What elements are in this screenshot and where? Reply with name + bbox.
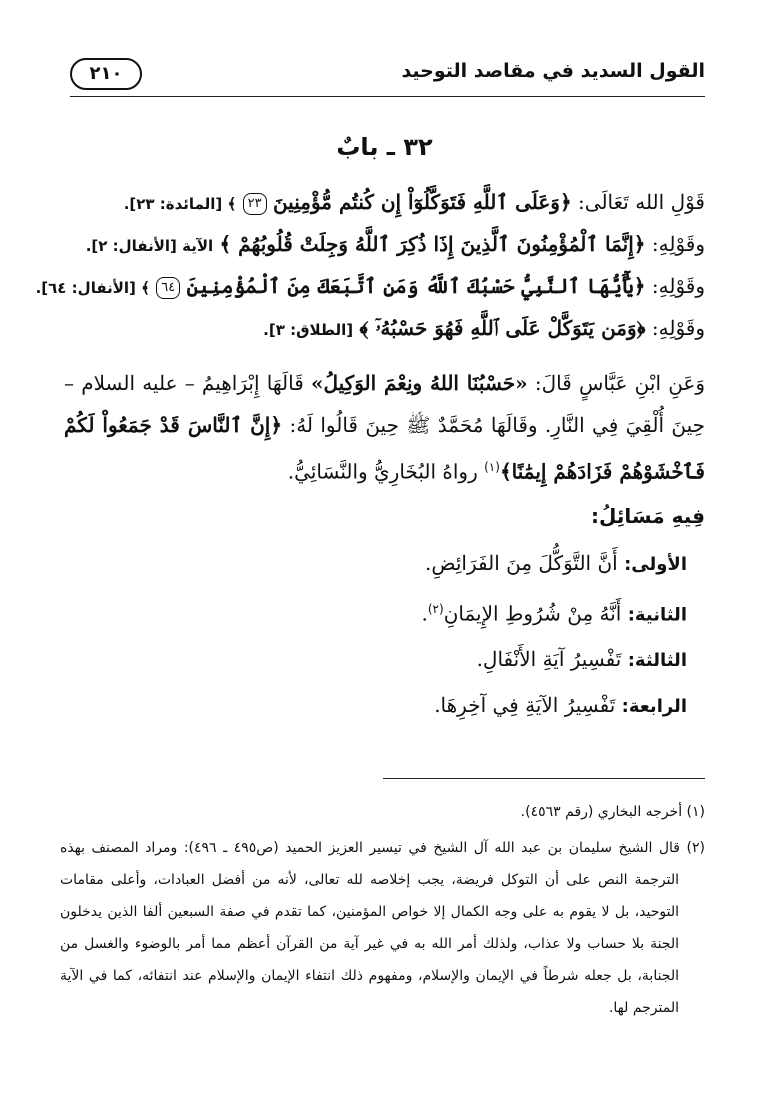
issue-item [64, 541, 705, 587]
verse-reference: ﴾ [المائدة: ٢٣]. [123, 195, 237, 213]
verse-line-4 [64, 308, 705, 350]
verse-lead: قَوْلِ الله تَعَالَى: [578, 190, 705, 214]
hadith-source: رواهُ البُخَارِيُّ والنَّسَائِيُّ. [287, 459, 478, 484]
verse-reference: [الطلاق: ٣]. [263, 321, 354, 339]
issue-item [64, 587, 705, 638]
issue-item [64, 683, 705, 729]
running-title: القول السديد في مقاصد التوحيد [401, 60, 705, 82]
verse-reference: الآية [الأنفال: ٢]. [85, 237, 214, 255]
footnote-reference-1[interactable]: (١) [484, 460, 500, 474]
footnote-reference-2[interactable]: (٢) [427, 601, 444, 616]
page-header [70, 48, 705, 98]
hadith-quote: «حَسْبُنَا اللهُ ونِعْمَ الوَكِيلُ» [311, 371, 528, 395]
verse-line-2 [64, 224, 705, 266]
verse-lead: وقَوْلِهِ: [651, 232, 705, 256]
issue-text: أَنَّ التَّوَكُّلَ مِنَ الفَرَائِضِ. [424, 550, 618, 575]
main-text [35, 130, 706, 729]
issue-text-tail: . [421, 601, 428, 626]
footnote-1: (١) أخرجه البخاري (رقم ٤٥٦٣). [520, 804, 705, 820]
header-divider [70, 96, 705, 97]
issue-label: الثالثة: [627, 650, 687, 672]
issue-text: أَنَّهُ مِنْ شُرُوطِ الإِيمَانِ [443, 601, 622, 626]
issue-text: تَفْسِيرُ الآيَةِ فِي آخِرِهَا. [434, 693, 616, 718]
quran-quote: ﴿إِنَّ ٱلنَّاسَ قَدْ جَمَعُواْ لَكُمْ فَٱخْشَوْهُمْ فَزَادَهُمْ إِيمَٰنًا﴾ [64, 413, 705, 484]
verse-line-3 [35, 266, 705, 308]
ayah-number-marker: ٢٣ [243, 193, 267, 215]
quran-text: ﴿وَعَلَى ٱللَّهِ فَتَوَكَّلُوٓاْ إِن كُنتُم مُّؤْمِنِينَ [272, 190, 572, 214]
issue-text: تَفْسِيرُ آيَةِ الأَنْفَالِ. [476, 647, 622, 672]
quran-text: ﴿وَمَن يَتَوَكَّلْ عَلَى ٱللَّهِ فَهُوَ حَسْبُهُۥٓ ﴾ [359, 316, 646, 340]
footnote-2: (٢) قال الشيخ سليمان بن عبد الله آل الشيخ في تيسير العزيز الحميد (ص٤٩٥ ـ ٤٩٦): ومراد المصنف بهذه الترجمة النص على أن التوكل فريضة، يجب إخلاصه لله تعالى، لأنه من أفضل العبادات، وأعلى مقامات التوحيد، بل لا يقوم به على وجه الكمال إلا خواص المؤمنين، كما تقدم في صفة السبعين ألفا الذين يدخلون الجنة بلا حساب ولا عذاب، ولذلك أمر الله به في غير آية من القرآن أعظم مما أمر بالوضوء والغسل من الجنابة، بل جعله شرطاً في الإيمان والإسلام، ومفهوم ذلك انتفاء الإيمان والإسلام عند انتفائه، كما في الآية المترجم لها. [60, 840, 705, 1016]
verse-lead: وقَوْلِهِ: [651, 274, 705, 298]
verse-lead: وقَوْلِهِ: [651, 316, 705, 340]
footnote-divider [383, 778, 705, 779]
issues-heading: فِيهِ مَسَائِلُ: [591, 503, 705, 528]
ayah-number-marker: ٦٤ [156, 277, 180, 299]
hadith-intro: وَعَنِ ابْنِ عَبَّاسٍ قَالَ: [534, 371, 706, 395]
issue-label: الأولى: [624, 553, 687, 575]
quran-text: ﴿إِنَّمَا ٱلْمُؤْمِنُونَ ٱلَّذِينَ إِذَا ذُكِرَ ٱللَّهُ وَجِلَتْ قُلُوبُهُمْ ﴾ [219, 232, 646, 256]
issue-label: الرابعة: [621, 696, 687, 718]
page-number: ٢١٠ [70, 58, 142, 90]
footnotes [60, 796, 705, 1028]
chapter-heading: ٣٢ ـ بابٌ [336, 133, 433, 161]
issue-label: الثانية: [627, 604, 687, 626]
hadith-body: قَالَهَا إِبْرَاهِيمُ – عليه السلام – حِينَ أُلْقِيَ فِي النَّارِ. وقَالَهَا مُحَمَّدٌ ﷺ حِينَ قَالُوا لَهُ: [64, 371, 706, 437]
verse-line-1 [64, 182, 705, 224]
hadith-paragraph [64, 362, 705, 493]
issue-item [64, 637, 705, 683]
quran-text: ﴿يَٰٓأَيُّهَا ٱلنَّبِيُّ حَسْبُكَ ٱللَّهُ وَمَنِ ٱتَّبَعَكَ مِنَ ٱلْمُؤْمِنِينَ [186, 274, 646, 298]
verse-reference: ﴾ [الأنفال: ٦٤]. [35, 279, 150, 297]
